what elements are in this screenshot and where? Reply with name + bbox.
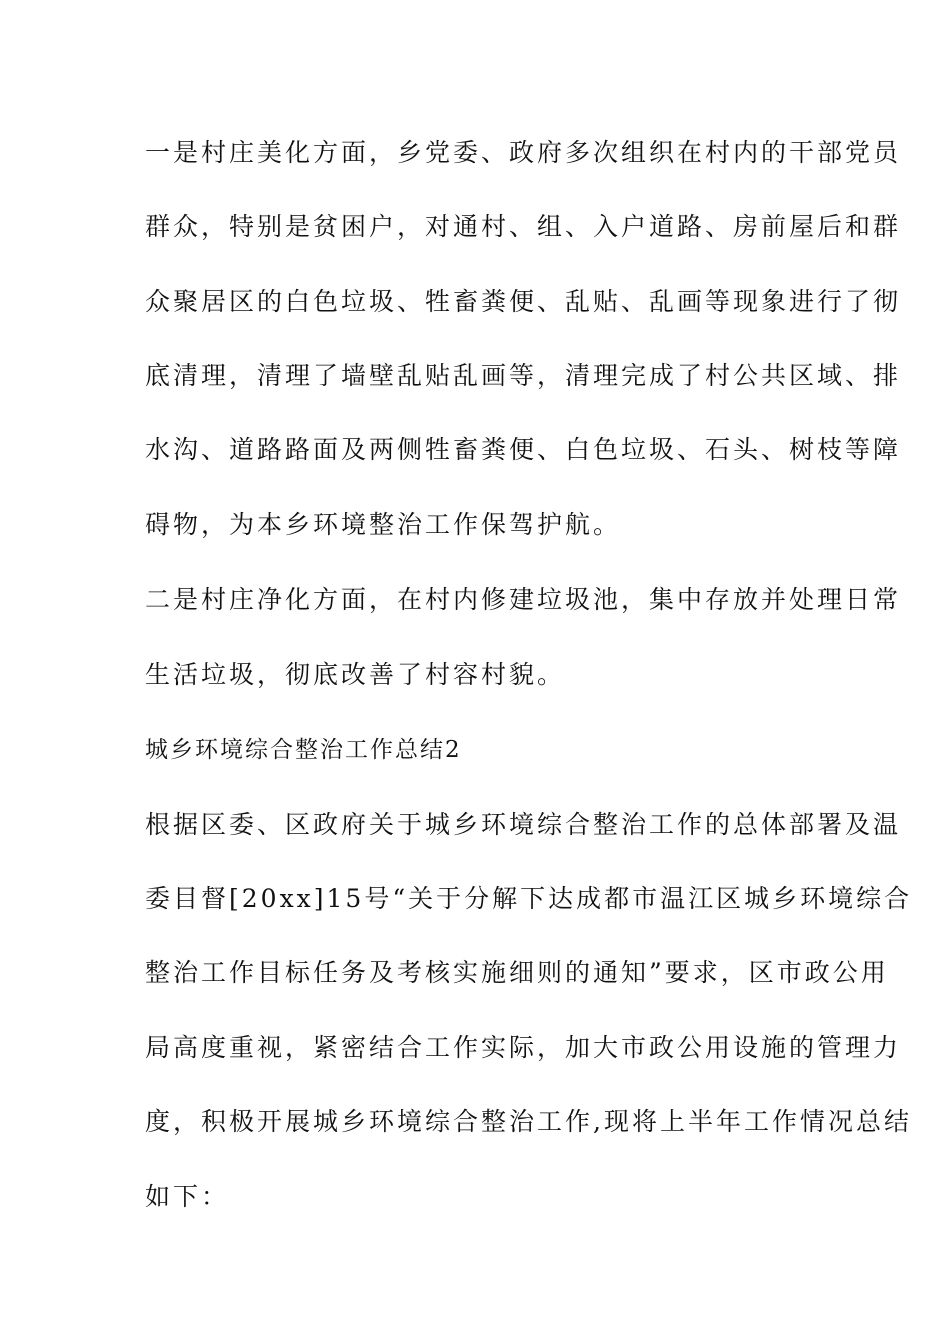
paragraph-3-line-3: 整治工作目标任务及考核实施细则的通知”要求，区市政公用 bbox=[145, 958, 889, 987]
paragraph-3-line-6: 如下： bbox=[145, 1182, 230, 1211]
paragraph-1-line-2: 群众，特别是贫困户，对通村、组、入户道路、房前屋后和群 bbox=[145, 212, 902, 241]
paragraph-3-line-1: 根据区委、区政府关于城乡环境综合整治工作的总体部署及温 bbox=[145, 810, 902, 839]
paragraph-3-line-5: 度，积极开展城乡环境综合整治工作,现将上半年工作情况总结 bbox=[145, 1107, 912, 1136]
paragraph-1-line-6: 碍物，为本乡环境整治工作保驾护航。 bbox=[145, 510, 622, 539]
paragraph-1-line-4: 底清理，清理了墙壁乱贴乱画等，清理完成了村公共区域、排 bbox=[145, 361, 902, 390]
paragraph-3-line-2: 委目督[20xx]15号“关于分解下达成都市温江区城乡环境综合 bbox=[145, 884, 913, 913]
paragraph-2-line-1: 二是村庄净化方面，在村内修建垃圾池，集中存放并处理日常 bbox=[145, 585, 902, 614]
paragraph-1-line-3: 众聚居区的白色垃圾、牲畜粪便、乱贴、乱画等现象进行了彻 bbox=[145, 287, 902, 316]
paragraph-2-line-2: 生活垃圾，彻底改善了村容村貌。 bbox=[145, 660, 566, 689]
paragraph-1-line-1: 一是村庄美化方面，乡党委、政府多次组织在村内的干部党员 bbox=[145, 138, 902, 167]
paragraph-3-line-4: 局高度重视，紧密结合工作实际，加大市政公用设施的管理力 bbox=[145, 1033, 902, 1062]
paragraph-1-line-5: 水沟、道路路面及两侧牲畜粪便、白色垃圾、石头、树枝等障 bbox=[145, 435, 902, 464]
section-title: 城乡环境综合整治工作总结2 bbox=[145, 737, 462, 763]
